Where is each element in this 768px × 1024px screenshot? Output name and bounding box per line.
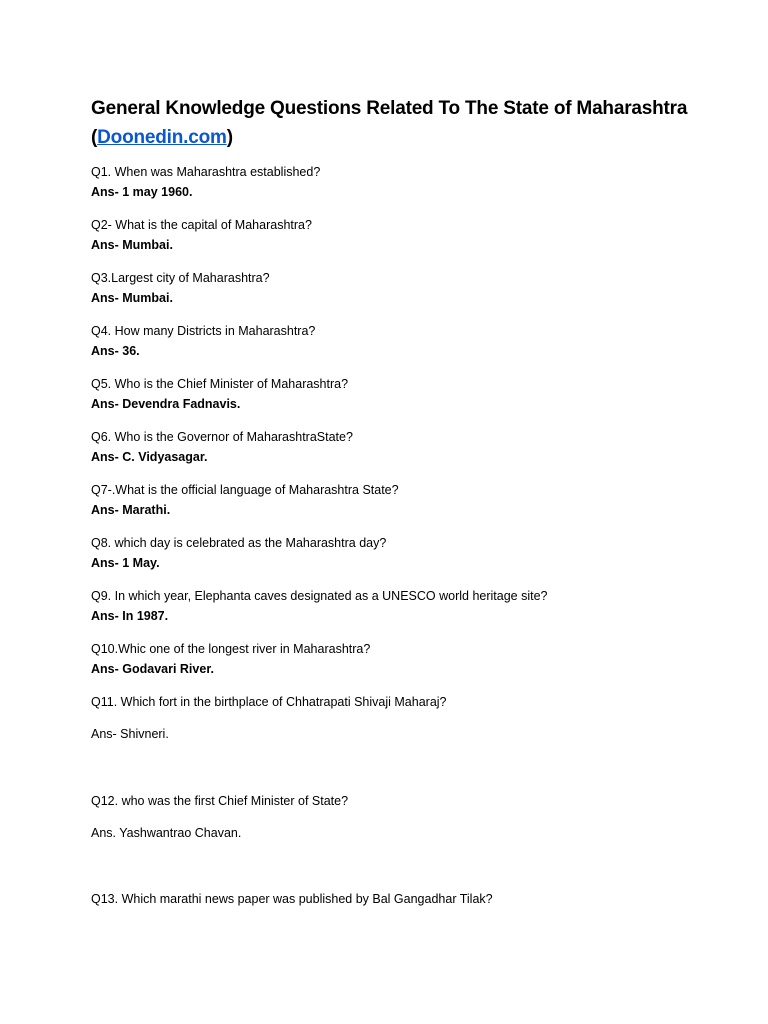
question-13: Q13. Which marathi news paper was published by Bal Gangadhar Tilak?: [91, 892, 493, 906]
question-7: Q7-.What is the official language of Maharashtra State?: [91, 483, 399, 497]
question-1: Q1. When was Maharashtra established?: [91, 165, 321, 179]
answer-9: Ans- In 1987.: [91, 609, 169, 623]
answer-8: Ans- 1 May.: [91, 556, 160, 570]
answer-10: Ans- Godavari River.: [91, 662, 214, 676]
answer-5: Ans- Devendra Fadnavis.: [91, 397, 241, 411]
answer-12: Ans. Yashwantrao Chavan.: [91, 826, 242, 840]
question-6: Q6. Who is the Governor of MaharashtraState?: [91, 430, 353, 444]
question-4: Q4. How many Districts in Maharashtra?: [91, 324, 316, 338]
question-2: Q2- What is the capital of Maharashtra?: [91, 218, 312, 232]
question-12: Q12. who was the first Chief Minister of State?: [91, 794, 349, 808]
answer-2: Ans- Mumbai.: [91, 238, 173, 252]
question-8: Q8. which day is celebrated as the Maharashtra day?: [91, 536, 387, 550]
question-3: Q3.Largest city of Maharashtra?: [91, 271, 270, 285]
question-11: Q11. Which fort in the birthplace of Chhatrapati Shivaji Maharaj?: [91, 695, 447, 709]
title-close-paren: ): [226, 127, 233, 148]
answer-1: Ans- 1 may 1960.: [91, 185, 193, 199]
answer-6: Ans- C. Vidyasagar.: [91, 450, 208, 464]
answer-4: Ans- 36.: [91, 344, 140, 358]
title-line-2: [91, 123, 711, 152]
answer-7: Ans- Marathi.: [91, 503, 171, 517]
question-5: Q5. Who is the Chief Minister of Maharashtra?: [91, 377, 349, 391]
page-title: [91, 94, 711, 152]
answer-11: Ans- Shivneri.: [91, 727, 169, 741]
title-open-paren: (: [91, 127, 98, 148]
question-9: Q9. In which year, Elephanta caves designated as a UNESCO world heritage site?: [91, 589, 548, 603]
title-line-1: General Knowledge Questions Related To The State of Maharashtra: [91, 98, 688, 119]
source-link[interactable]: Doonedin.com: [97, 127, 227, 148]
answer-3: Ans- Mumbai.: [91, 291, 173, 305]
question-10: Q10.Whic one of the longest river in Maharashtra?: [91, 642, 371, 656]
